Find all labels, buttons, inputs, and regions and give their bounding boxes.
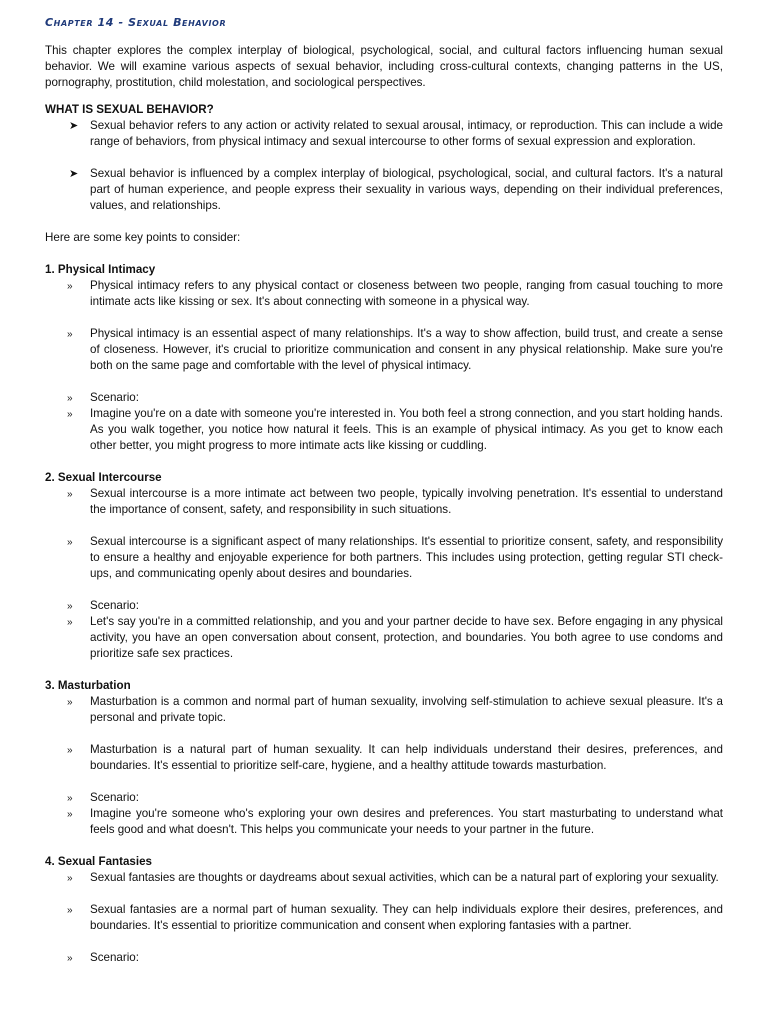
list-item: » Sexual intercourse is a significant aspect of many relationships. It's essential to prioritize consent, safety, and responsibility to ensure a healthy and enjoyable experience for both partners. This includes using protection, getting regular STI check-ups, and communicating openly about desires and boundaries. — [67, 535, 723, 580]
double-chevron-bullet-icon: » — [67, 537, 73, 548]
list-item: » Imagine you're on a date with someone you're interested in. You both feel a strong connection, and you start holding hands. As you walk together, you notice how natural it feels. This is an example of physical intimacy. As you get to know each other better, you might progress to more intimate acts like kissing or cuddling. — [67, 407, 723, 452]
double-chevron-bullet-icon: » — [67, 409, 73, 420]
list-item: » Physical intimacy refers to any physical contact or closeness between two people, ranging from casual touching to more intimate acts like kissing or sex. It's about connecting with someone in a physical way. — [67, 279, 723, 308]
list-item: » Sexual fantasies are a normal part of human sexuality. They can help individuals explore their desires, preferences, and boundaries. It's essential to prioritize communication and consent when exploring fantasies with a partner. — [67, 903, 723, 932]
list-item: » Let's say you're in a committed relationship, and you and your partner decide to have sex. Before engaging in any physical activity, you have an open conversation about consent, protection, and boundaries. You both agree to use condoms and prioritize safe sex practices. — [67, 615, 723, 660]
arrow-bullet-icon: ➤ — [69, 168, 79, 180]
double-chevron-bullet-icon: » — [67, 489, 73, 500]
double-chevron-bullet-icon: » — [67, 793, 73, 804]
list-item: » Scenario: — [45, 790, 723, 806]
list-item: » Sexual fantasies are thoughts or daydreams about sexual activities, which can be a natural part of exploring your sexuality. — [45, 870, 723, 886]
section-heading-physical-intimacy: 1. Physical Intimacy — [45, 263, 156, 276]
key-points-intro: Here are some key points to consider: — [45, 231, 241, 244]
list-item: ➤ Sexual behavior refers to any action or activity related to sexual arousal, intimacy, or reproduction. This can include a wide range of behaviors, from physical intimacy and sexual intercourse to other forms of sexual expression and exploration. — [69, 119, 723, 148]
double-chevron-bullet-icon: » — [67, 697, 73, 708]
what-is-list — [45, 118, 723, 214]
section-list — [45, 486, 723, 662]
double-chevron-bullet-icon: » — [67, 745, 73, 756]
list-item: » Masturbation is a common and normal part of human sexuality, involving self-stimulation to achieve sexual pleasure. It's a personal and private topic. — [67, 695, 723, 724]
double-chevron-bullet-icon: » — [67, 873, 73, 884]
what-is-heading: WHAT IS SEXUAL BEHAVIOR? — [45, 103, 214, 116]
arrow-bullet-icon: ➤ — [69, 120, 79, 132]
list-item: » Masturbation is a natural part of human sexuality. It can help individuals understand their desires, preferences, and boundaries. It's essential to prioritize self-care, hygiene, and a healthy attitude towards masturbation. — [67, 743, 723, 772]
list-item: » Imagine you're someone who's exploring your own desires and preferences. You start masturbating to understand what feels good and what doesn't. This helps you communicate your needs to your partner in the future. — [67, 807, 723, 836]
list-item: » Physical intimacy is an essential aspect of many relationships. It's a way to show affection, build trust, and create a sense of closeness. However, it's crucial to prioritize communication and consent in any physical relationship. Make sure you're both on the same page and comfortable with the level of physical intimacy. — [67, 327, 723, 372]
section-heading-masturbation: 3. Masturbation — [45, 679, 131, 692]
double-chevron-bullet-icon: » — [67, 329, 73, 340]
section-list — [45, 694, 723, 838]
chapter-title: Chapter 14 - Sexual Behavior — [45, 16, 227, 29]
double-chevron-bullet-icon: » — [67, 953, 73, 964]
section-heading-sexual-intercourse: 2. Sexual Intercourse — [45, 471, 162, 484]
section-heading-sexual-fantasies: 4. Sexual Fantasies — [45, 855, 152, 868]
double-chevron-bullet-icon: » — [67, 601, 73, 612]
section-list — [45, 278, 723, 454]
list-item: » Scenario: — [45, 598, 723, 614]
list-item: » Scenario: — [45, 950, 723, 966]
section-list — [45, 870, 723, 966]
intro-paragraph: This chapter explores the complex interplay of biological, psychological, social, and cultural factors influencing human sexual behavior. We will examine various aspects of sexual behavior, including cross-cultural contexts, changing patterns in the US, pornography, prostitution, child molestation, and sociological perspectives. — [45, 44, 723, 89]
list-item: ➤ Sexual behavior is influenced by a complex interplay of biological, psychological, social, and cultural factors. It's a natural part of human experience, and people express their sexuality in various ways, depending on their individual preferences, values, and relationships. — [69, 167, 723, 212]
double-chevron-bullet-icon: » — [67, 809, 73, 820]
list-item: » Sexual intercourse is a more intimate act between two people, typically involving penetration. It's essential to understand the importance of consent, safety, and responsibility in such situations. — [67, 487, 723, 516]
double-chevron-bullet-icon: » — [67, 905, 73, 916]
list-item: » Scenario: — [45, 390, 723, 406]
double-chevron-bullet-icon: » — [67, 393, 73, 404]
double-chevron-bullet-icon: » — [67, 281, 73, 292]
double-chevron-bullet-icon: » — [67, 617, 73, 628]
